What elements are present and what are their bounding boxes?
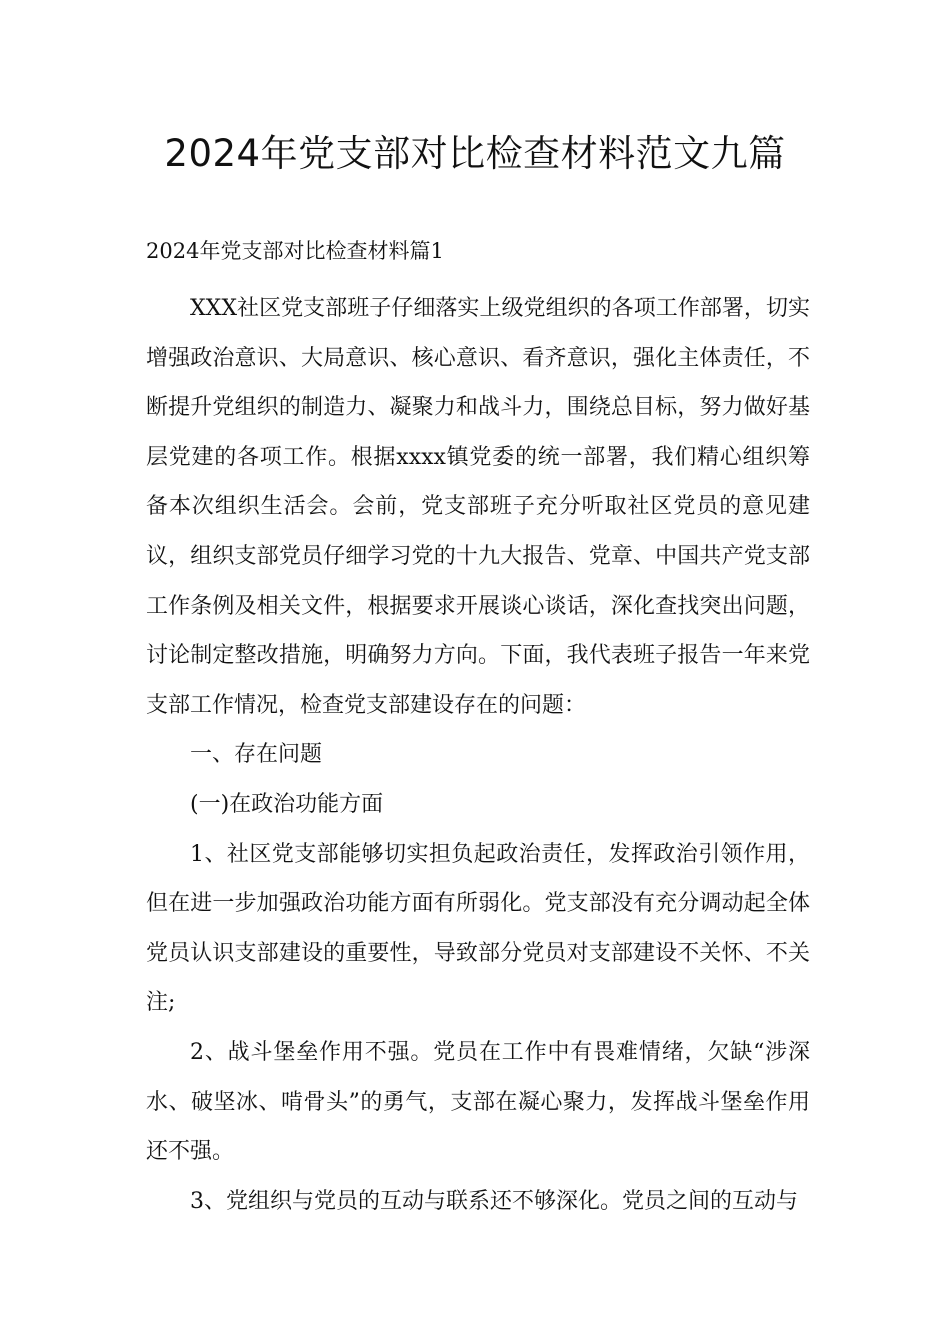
paragraph-item-1: 1、社区党支部能够切实担负起政治责任，发挥政治引领作用，但在进一步加强政治功能方面有所弱化。党支部没有充分调动起全体党员认识支部建设的重要性，导致部分党员对支部建设不关怀、不关注; bbox=[146, 841, 810, 1016]
paragraph-item-2: 2、战斗堡垒作用不强。党员在工作中有畏难情绪，欠缺“涉深水、破坚冰、啃骨头”的勇气，支部在凝心聚力，发挥战斗堡垒作用还不强。 bbox=[146, 1039, 810, 1165]
document-body bbox=[146, 284, 810, 1226]
heading-existing-problems: 一、存在问题 bbox=[190, 742, 323, 768]
paragraph-item-3: 3、党组织与党员的互动与联系还不够深化。党员之间的互动与 bbox=[190, 1188, 798, 1214]
heading-political-function: (一)在政治功能方面 bbox=[190, 791, 384, 817]
section-subtitle: 2024年党支部对比检查材料篇1 bbox=[146, 239, 444, 263]
paragraph-intro: XXX社区党支部班子仔细落实上级党组织的各项工作部署，切实增强政治意识、大局意识、核心意识、看齐意识，强化主体责任，不断提升党组织的制造力、凝聚力和战斗力，围绕总目标，努力做好基层党建的各项工作。根据xxxx镇党委的统一部署，我们精心组织筹备本次组织生活会。会前，党支部班子充分听取社区党员的意见建议，组织支部党员仔细学习党的十九大报告、党章、中国共产党支部工作条例及相关文件，根据要求开展谈心谈话，深化查找突出问题，讨论制定整改措施，明确努力方向。下面，我代表班子报告一年来党支部工作情况，检查党支部建设存在的问题： bbox=[146, 296, 810, 718]
document-title: 2024年党支部对比检查材料范文九篇 bbox=[164, 132, 786, 175]
